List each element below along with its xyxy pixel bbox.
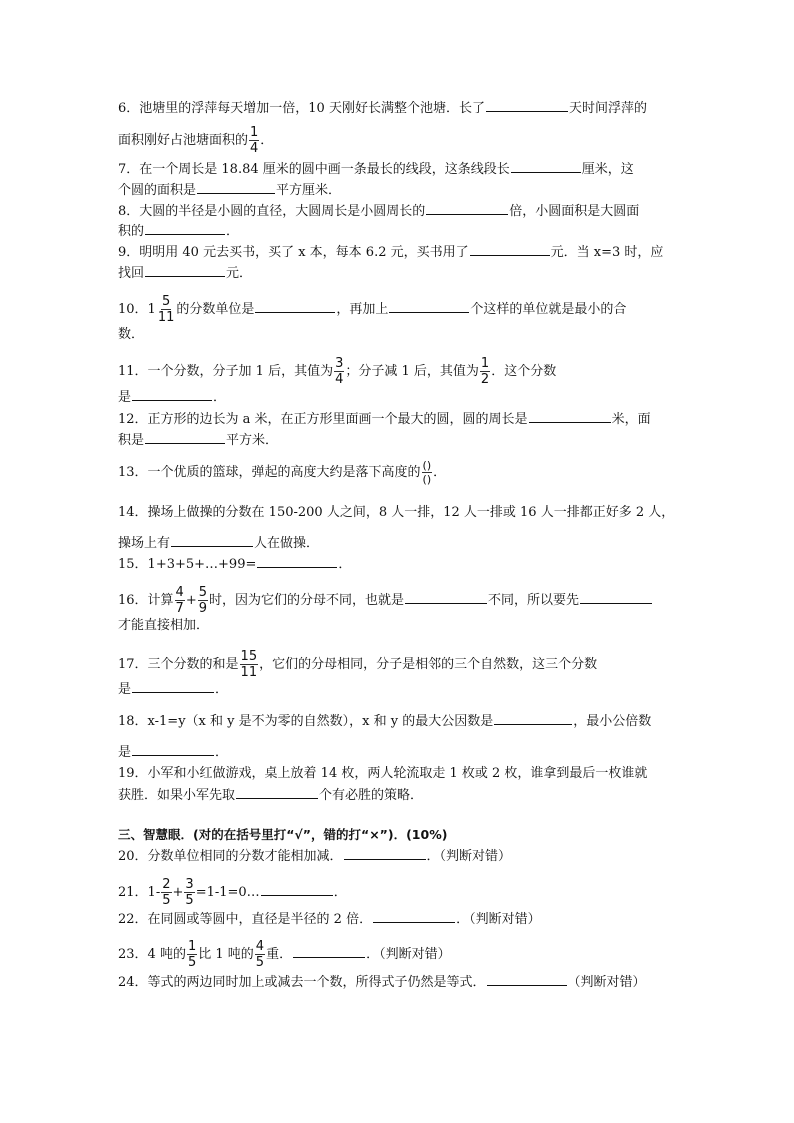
- question-text: ．: [215, 682, 229, 697]
- numerator: (): [422, 459, 432, 472]
- answer-blank[interactable]: [145, 264, 225, 277]
- section-3-heading: [118, 826, 447, 844]
- question-14-line-1: [118, 504, 674, 522]
- question-6-line-2: [118, 126, 273, 155]
- fraction: [161, 878, 171, 907]
- question-text: 12．正方形的边长为 a 米，在正方形里面画一个最大的圆，圆的周长是: [118, 412, 528, 427]
- denominator: 5: [187, 955, 197, 970]
- question-text: 比 1 吨的: [198, 947, 254, 962]
- question-text: 积是: [118, 433, 145, 448]
- question-text: ．: [433, 465, 447, 480]
- denominator: 5: [255, 955, 265, 970]
- question-16-line-2: [118, 617, 209, 635]
- question-19-line-2: [118, 786, 423, 805]
- answer-blank[interactable]: [470, 243, 550, 256]
- answer-blank[interactable]: [257, 555, 337, 568]
- question-7-line-2: [118, 181, 341, 200]
- fraction: [175, 586, 185, 615]
- fraction: [240, 650, 259, 679]
- answer-blank[interactable]: [236, 786, 318, 799]
- answer-blank[interactable]: [197, 181, 275, 194]
- question-6-line-1: [118, 99, 647, 118]
- question-text: 厘米，这: [581, 162, 634, 177]
- question-text: 18．x-1=y（x 和 y 是不为零的自然数），x 和 y 的最大公因数是: [118, 714, 494, 729]
- question-text: 倍，小圆面积是大圆面: [509, 204, 640, 219]
- answer-blank[interactable]: [486, 99, 568, 112]
- answer-blank[interactable]: [145, 431, 225, 444]
- question-text: 获胜．如果小军先取: [118, 788, 236, 803]
- question-13-line-1: [118, 460, 446, 485]
- question-text: 面积刚好占池塘面积的: [118, 133, 249, 148]
- question-text: ，它们的分母相同，分子是相邻的三个自然数，这三个分数: [259, 657, 598, 672]
- answer-blank[interactable]: [132, 743, 214, 756]
- question-text: 是: [118, 745, 132, 760]
- question-text: ．: [338, 557, 352, 572]
- denominator: 11: [240, 665, 258, 680]
- question-text: 22．在同圆或等圆中，直径是半径的 2 倍．: [118, 912, 373, 927]
- question-17-line-1: [118, 650, 597, 679]
- question-19-line-1: [118, 765, 647, 783]
- question-text: 19．小军和小红做游戏，桌上放着 14 枚，两人轮流取走 1 枚或 2 枚，谁拿到最后一枚谁就: [118, 766, 648, 781]
- answer-blank[interactable]: [261, 883, 333, 896]
- numerator: 1: [250, 125, 259, 140]
- question-text: 13．一个优质的篮球，弹起的高度大约是落下高度的: [118, 465, 421, 480]
- answer-blank[interactable]: [373, 910, 455, 923]
- question-text: 个圆的面积是: [118, 183, 197, 198]
- fraction: [334, 357, 344, 386]
- numerator: 15: [240, 649, 258, 664]
- numerator: 2: [162, 877, 171, 892]
- question-text: =1-1=0…: [195, 885, 260, 900]
- question-text: ．这个分数: [491, 364, 557, 379]
- question-text: 是: [118, 390, 132, 405]
- question-text: 的分数单位是: [176, 302, 255, 317]
- question-text: （判断对错）: [567, 975, 646, 990]
- question-text: 米，面: [611, 412, 651, 427]
- fraction: [422, 460, 433, 485]
- question-10-line-2: [118, 326, 144, 344]
- fraction: [480, 357, 490, 386]
- question-text: 9．明明用 40 元去买书，买了 x 本，每本 6.2 元，买书用了: [118, 245, 469, 260]
- answer-blank[interactable]: [255, 300, 335, 313]
- question-22-line-1: [118, 910, 541, 929]
- denominator: 2: [480, 372, 490, 387]
- numerator: 4: [255, 939, 265, 954]
- fraction: [249, 126, 259, 155]
- question-10-line-1: [118, 295, 626, 324]
- denominator: 4: [250, 141, 259, 156]
- answer-blank[interactable]: [494, 712, 572, 725]
- question-text: ．: [226, 224, 240, 239]
- denominator: (): [422, 473, 432, 486]
- denominator: 5: [185, 893, 194, 908]
- denominator: 4: [335, 372, 344, 387]
- answer-blank[interactable]: [405, 591, 487, 604]
- question-text: 天时间浮萍的: [568, 101, 647, 116]
- fraction: [255, 940, 265, 969]
- question-text: 20．分数单位相同的分数才能相加减．: [118, 849, 343, 864]
- question-text: ．: [215, 745, 229, 760]
- question-text: ．: [213, 390, 227, 405]
- plus-sign: +: [172, 885, 184, 900]
- answer-blank[interactable]: [344, 847, 426, 860]
- question-text: 人在做操．: [254, 536, 320, 551]
- answer-blank[interactable]: [145, 222, 225, 235]
- question-text: 21．1-: [118, 885, 161, 900]
- question-text: 个有必胜的策略．: [319, 788, 424, 803]
- denominator: 7: [175, 601, 184, 616]
- question-12-line-2: [118, 431, 278, 450]
- question-text: 才能直接相加．: [118, 618, 210, 633]
- question-text: 时，因为它们的分母不同，也就是: [209, 593, 405, 608]
- question-9-line-1: [118, 243, 663, 262]
- numerator: 3: [185, 877, 194, 892]
- question-text: 元．: [226, 266, 253, 281]
- question-text: ．（判断对错）: [366, 947, 451, 962]
- question-text: 14．操场上做操的分数在 150-200 人之间，8 人一排，12 人一排或 16 人一排都正好多 2 人，: [118, 505, 675, 520]
- question-text: 10．1: [118, 302, 156, 317]
- question-8-line-1: [118, 202, 639, 221]
- question-text: 找回: [118, 266, 145, 281]
- question-text: 重．: [266, 947, 293, 962]
- answer-blank[interactable]: [529, 410, 611, 423]
- question-14-line-2: [118, 534, 319, 553]
- answer-blank[interactable]: [389, 300, 469, 313]
- fraction: [187, 940, 197, 969]
- answer-blank[interactable]: [171, 534, 253, 547]
- fraction: [184, 878, 194, 907]
- question-text: 数．: [118, 327, 145, 342]
- numerator: 1: [187, 939, 197, 954]
- question-11-line-1: [118, 357, 556, 386]
- numerator: 5: [161, 294, 171, 309]
- denominator: 5: [162, 893, 171, 908]
- question-text: 平方厘米．: [276, 183, 342, 198]
- question-9-line-2: [118, 264, 252, 283]
- numerator: 1: [480, 356, 490, 371]
- question-11-line-2: [118, 388, 226, 407]
- question-12-line-1: [118, 410, 651, 429]
- question-7-line-1: [118, 160, 634, 179]
- fraction: [157, 295, 176, 324]
- denominator: 11: [157, 310, 175, 325]
- question-18-line-1: [118, 712, 651, 731]
- question-18-line-2: [118, 743, 228, 762]
- plus-sign: +: [185, 593, 197, 608]
- question-8-line-2: [118, 222, 239, 241]
- question-text: 8．大圆的半径是小圆的直径，大圆周长是小圆周长的: [118, 204, 426, 219]
- answer-blank[interactable]: [293, 945, 365, 958]
- question-text: ．: [260, 133, 274, 148]
- question-text: 23．4 吨的: [118, 947, 186, 962]
- numerator: 3: [335, 356, 344, 371]
- answer-blank[interactable]: [132, 388, 212, 401]
- numerator: 5: [198, 585, 208, 600]
- question-text: ．（判断对错）: [456, 912, 541, 927]
- question-21-line-1: [118, 878, 347, 907]
- question-24-line-1: [118, 973, 646, 992]
- question-text: 6．池塘里的浮萍每天增加一倍，10 天刚好长满整个池塘．长了: [118, 101, 485, 116]
- question-text: ；分子减 1 后，其值为: [345, 364, 479, 379]
- question-text: 平方米．: [226, 433, 279, 448]
- question-text: 17．三个分数的和是: [118, 657, 239, 672]
- question-15-line-1: [118, 555, 351, 574]
- numerator: 4: [175, 585, 184, 600]
- question-text: ，再加上: [336, 302, 389, 317]
- question-text: 个这样的单位就是最小的合: [470, 302, 627, 317]
- question-text: ．: [333, 885, 347, 900]
- question-17-line-2: [118, 680, 228, 699]
- answer-blank[interactable]: [426, 202, 508, 215]
- answer-blank[interactable]: [511, 160, 581, 173]
- denominator: 9: [198, 601, 208, 616]
- fraction: [198, 586, 208, 615]
- question-20-line-1: [118, 847, 511, 866]
- question-text: 操场上有: [118, 536, 171, 551]
- question-text: 元．当 x=3 时，应: [550, 245, 664, 260]
- question-text: 11．一个分数，分子加 1 后，其值为: [118, 364, 334, 379]
- question-text: 24．等式的两边同时加上或减去一个数，所得式子仍然是等式．: [118, 975, 486, 990]
- question-text: 15．1+3+5+…+99=: [118, 557, 257, 572]
- question-text: 16．计算: [118, 593, 174, 608]
- question-text: 积的: [118, 224, 145, 239]
- question-text: 是: [118, 682, 132, 697]
- answer-blank[interactable]: [132, 680, 214, 693]
- question-16-line-1: [118, 586, 653, 615]
- question-23-line-1: [118, 940, 451, 969]
- answer-blank[interactable]: [487, 973, 567, 986]
- question-text: ．（判断对错）: [426, 849, 512, 864]
- question-text: 不同，所以要先: [488, 593, 580, 608]
- question-text: ，最小公倍数: [573, 714, 652, 729]
- section-title: 三、智慧眼．(对的在括号里打“√”，错的打“×”)．(10%): [118, 827, 448, 842]
- question-text: 7．在一个周长是 18.84 厘米的圆中画一条最长的线段，这条线段长: [118, 162, 510, 177]
- answer-blank[interactable]: [580, 591, 652, 604]
